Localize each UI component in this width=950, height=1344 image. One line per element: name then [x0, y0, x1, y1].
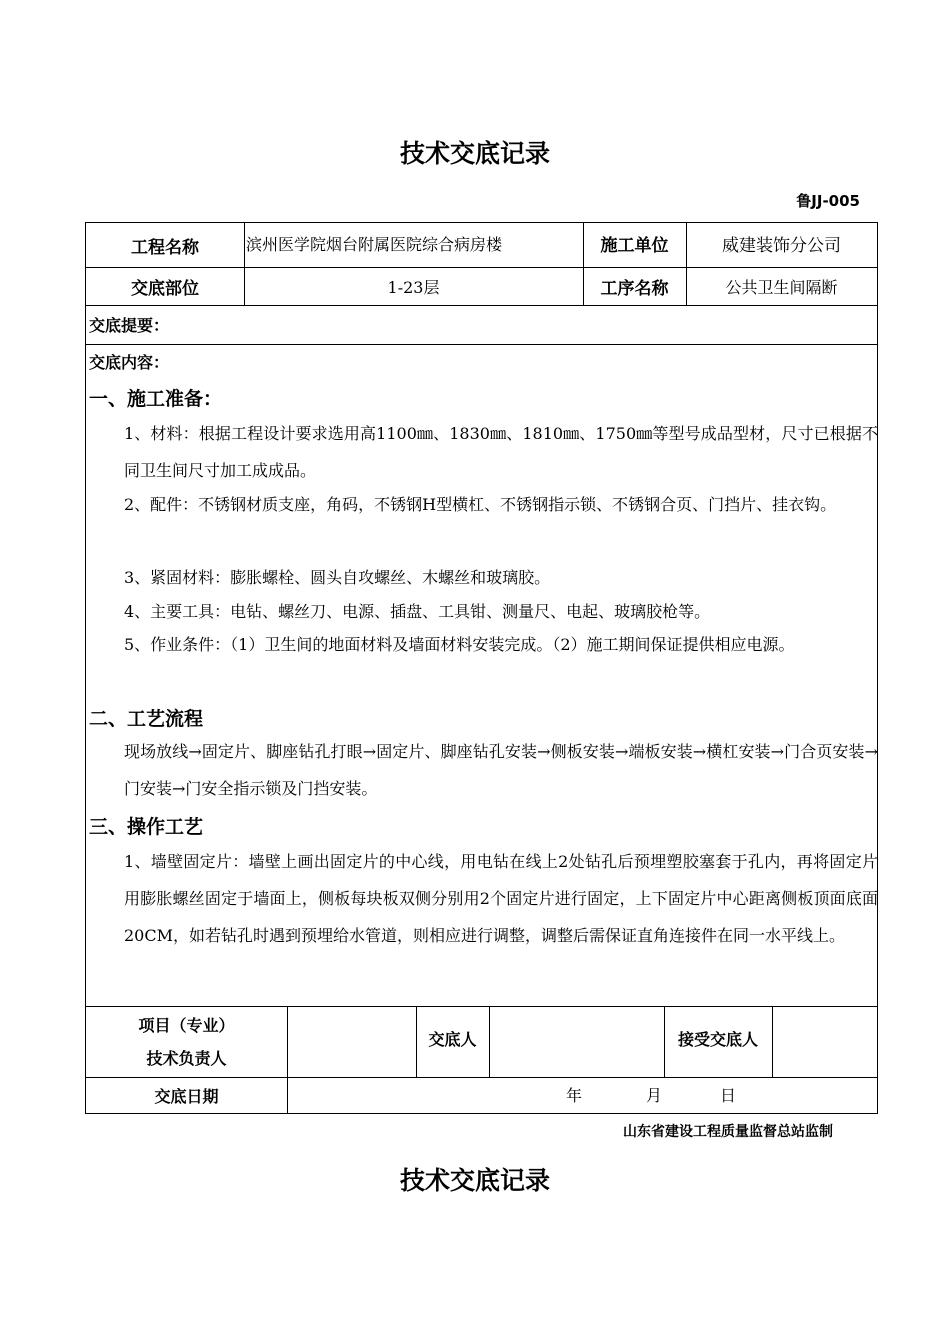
date-day[interactable]: 日: [720, 1086, 737, 1105]
next-page-title: 技术交底记录: [399, 1166, 550, 1195]
list-item: 现场放线→固定片、脚座钻孔打眼→固定片、脚座钻孔安装→侧板安装→端板安装→横杠安装→门合页安装→门安装→门安全指示锁及门挡安装。: [124, 742, 878, 798]
section-heading: 二、工艺流程: [89, 708, 204, 730]
discloser-signature-field[interactable]: [490, 1007, 664, 1077]
issuer-footer: 山东省建设工程质量监督总站监制: [623, 1124, 833, 1140]
disclosure-form: [85, 222, 878, 1114]
receiver-label: 接受交底人: [677, 1029, 758, 1049]
tech-lead-signature-field[interactable]: [288, 1007, 416, 1077]
section-heading: 一、施工准备：: [89, 388, 223, 410]
contractor-value: 威建装饰分公司: [722, 235, 841, 256]
tech-lead-label-line2: 技术负责人: [146, 1048, 227, 1068]
date-month[interactable]: 月: [646, 1086, 663, 1105]
date-label: 交底日期: [154, 1086, 219, 1106]
location-value: 1-23层: [387, 277, 440, 297]
contractor-label: 施工单位: [600, 235, 669, 256]
summary-label: 交底提要：: [89, 316, 170, 335]
list-item: 2、配件：不锈钢材质支座，角码，不锈钢H型横杠、不锈钢指示锁、不锈钢合页、门挡片、挂衣钩。: [124, 495, 837, 514]
content-label: 交底内容：: [89, 352, 170, 372]
tech-lead-label: [86, 1006, 287, 1077]
project-name-label: 工程名称: [131, 237, 199, 258]
discloser-label: 交底人: [428, 1029, 477, 1049]
process-label: 工序名称: [600, 278, 669, 299]
list-item: 4、主要工具：电钻、螺丝刀、电源、插盘、工具钳、测量尺、电起、玻璃胶枪等。: [124, 602, 711, 621]
receiver-signature-field[interactable]: [773, 1007, 877, 1077]
list-item: 3、紧固材料：膨胀螺栓、圆头自攻螺丝、木螺丝和玻璃胶。: [124, 568, 551, 587]
page-title: 技术交底记录: [399, 139, 550, 168]
list-item: 1、材料：根据工程设计要求选用高1100㎜、1830㎜、1810㎜、1750㎜等型号成品型材，尺寸已根据不同卫生间尺寸加工成成品。: [124, 424, 878, 480]
list-item: 1、墙壁固定片：墙壁上画出固定片的中心线，用电钻在线上2处钻孔后预埋塑胶塞套于孔内，再将固定片用膨胀螺丝固定于墙面上，侧板每块板双侧分别用2个固定片进行固定，上下固定片中心距离侧板顶面底面20CM，如若钻孔时遇到预埋给水管道，则相应进行调整，调整后需保证直角连接件在同一水平线上。: [124, 852, 878, 945]
project-name-value: 滨州医学院烟台附属医院综合病房楼: [246, 234, 503, 254]
form-code: 鲁JJ-005: [796, 192, 860, 210]
process-value: 公共卫生间隔断: [725, 277, 838, 297]
location-label: 交底部位: [131, 278, 199, 299]
list-item: 5、作业条件：（1）卫生间的地面材料及墙面材料安装完成。（2）施工期间保证提供相应电源。: [124, 635, 795, 654]
date-year[interactable]: 年: [566, 1086, 583, 1105]
tech-lead-label-line1: 项目（专业）: [138, 1015, 235, 1035]
section-heading: 三、操作工艺: [89, 816, 204, 838]
row-divider: [86, 344, 877, 345]
row-divider: [86, 305, 877, 306]
